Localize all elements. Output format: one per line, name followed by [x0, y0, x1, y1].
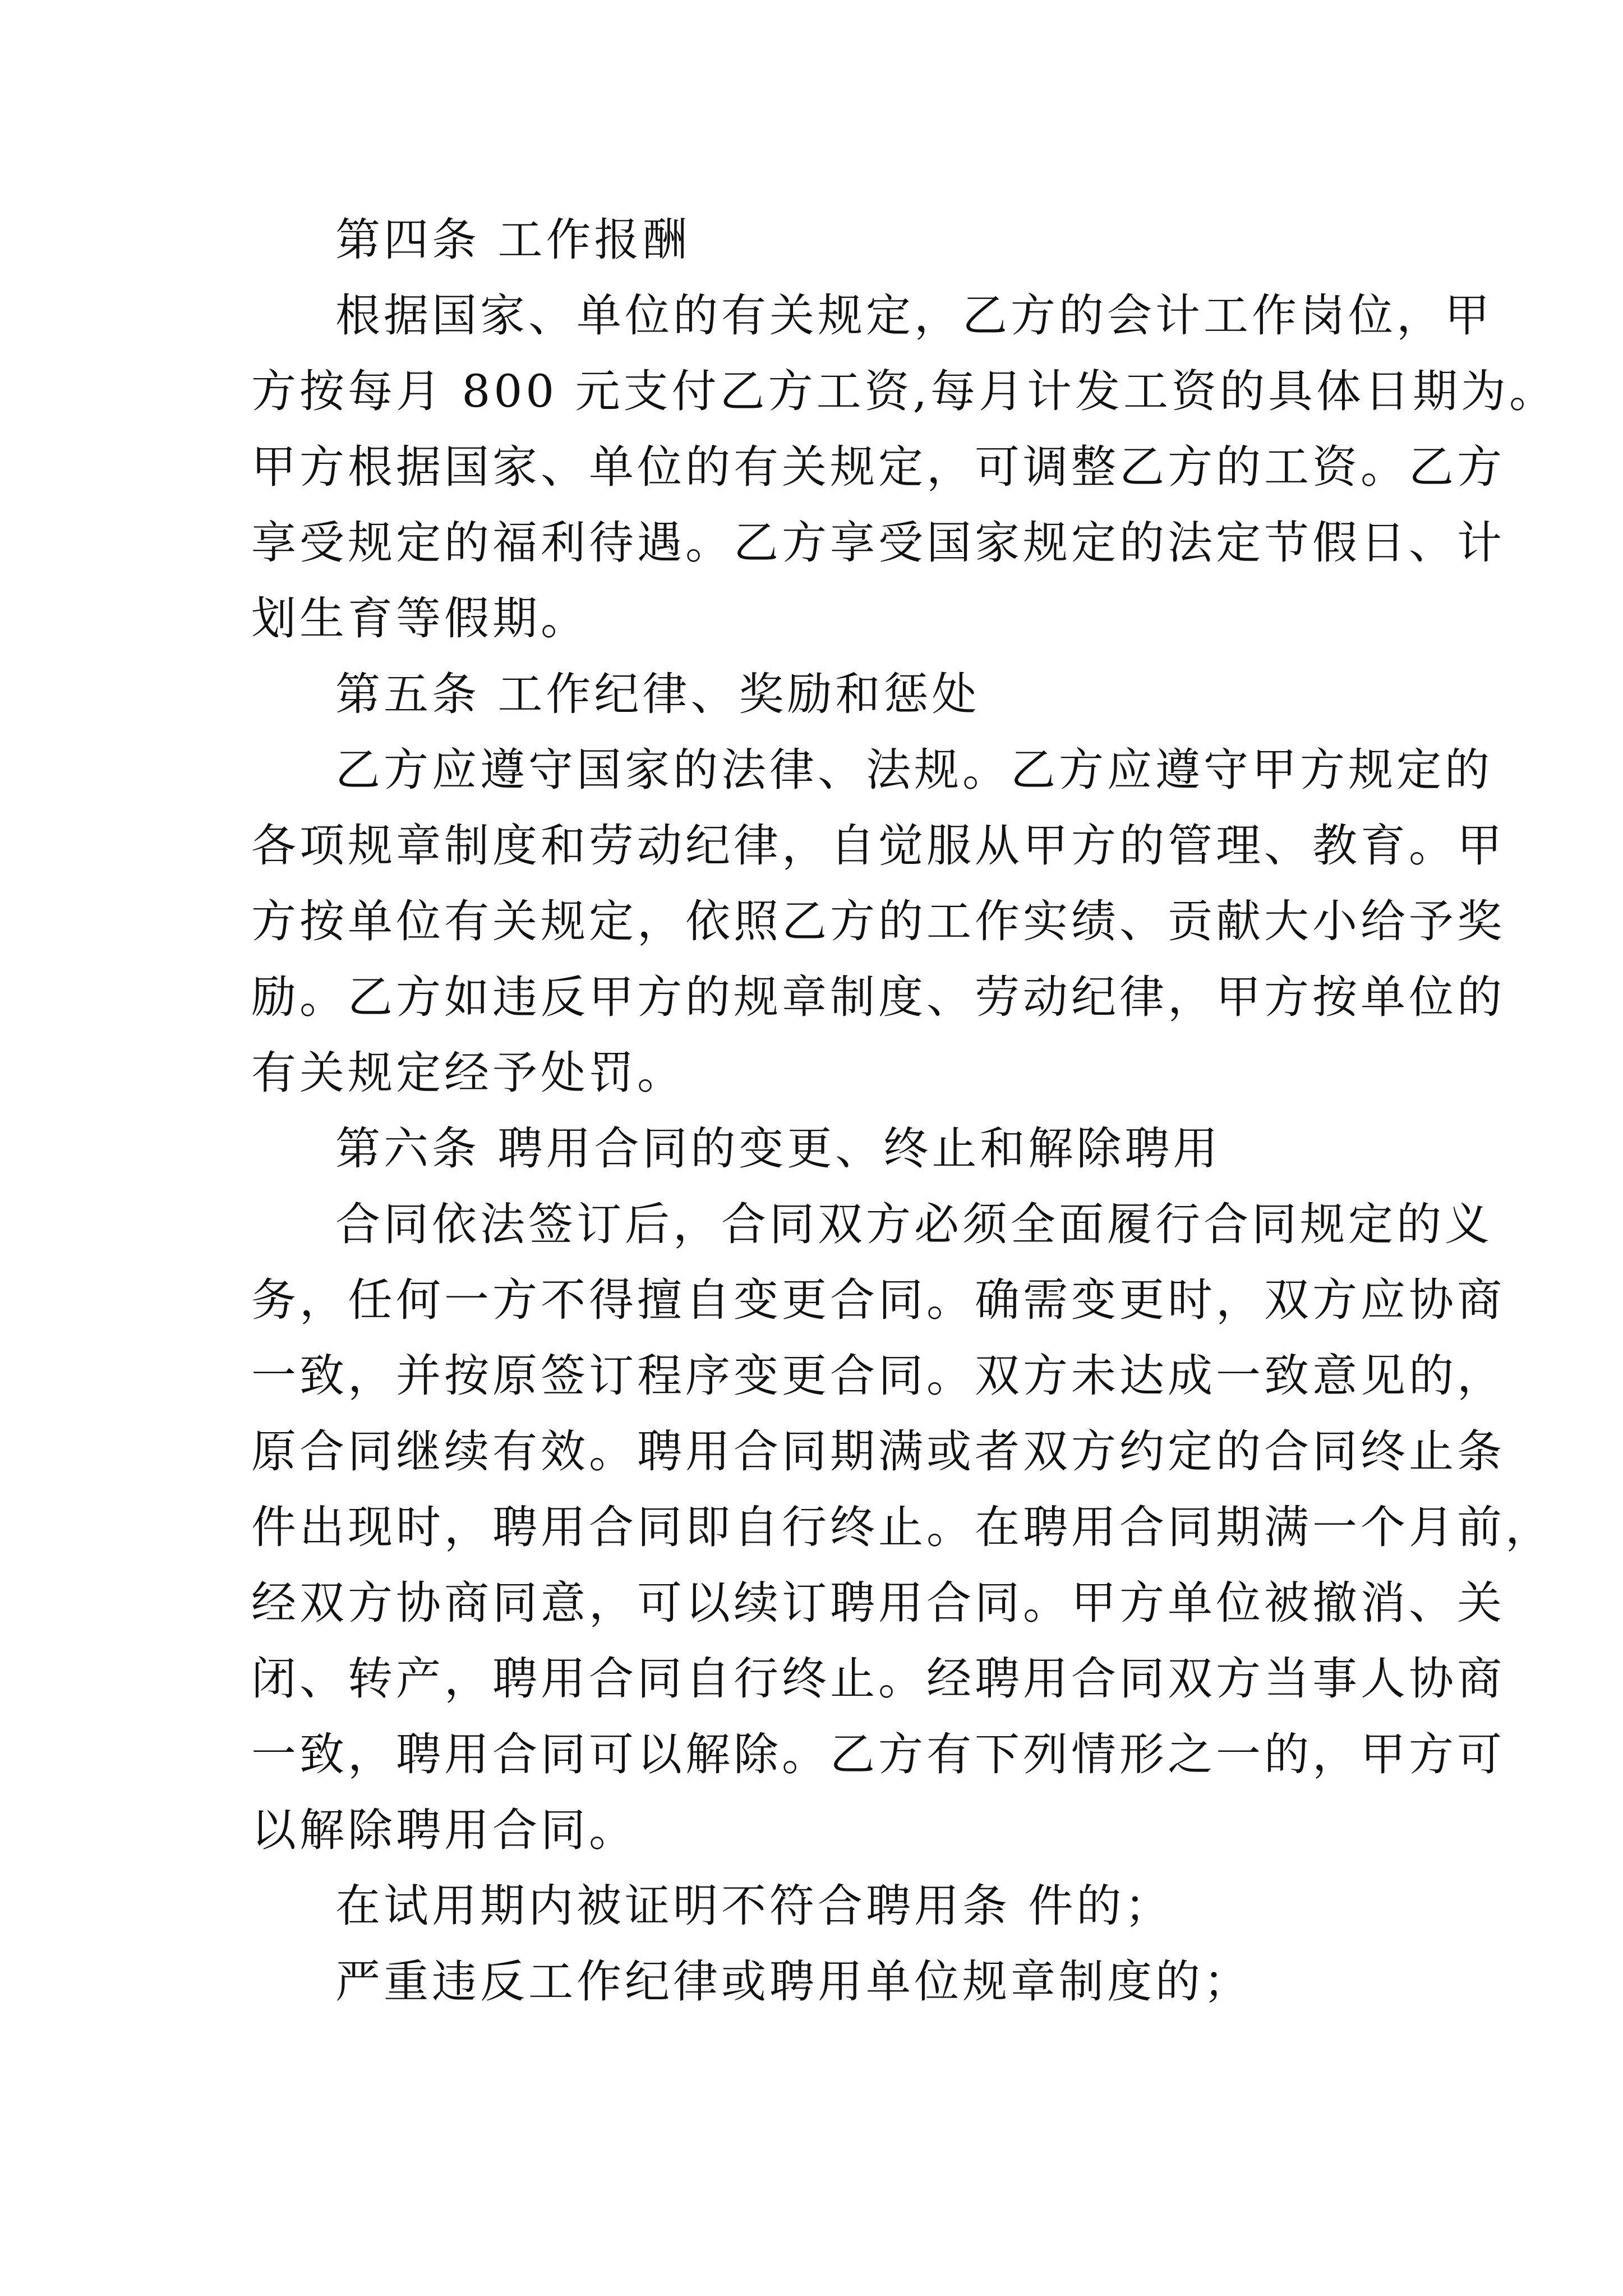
paragraph-line: 方按每月 800 元支付乙方工资,每月计发工资的具体日期为。 — [251, 365, 1557, 417]
paragraph-line: 一致，并按原签订程序变更合同。双方未达成一致意见的， — [251, 1350, 1505, 1402]
paragraph-line: 以解除聘用合同。 — [251, 1804, 637, 1856]
document-body — [251, 202, 1557, 2019]
paragraph-line: 励。乙方如违反甲方的规章制度、劳动纪律，甲方按单位的 — [251, 971, 1505, 1023]
paragraph-line: 划生育等假期。 — [251, 592, 589, 645]
paragraph-line: 经双方协商同意，可以续订聘用合同。甲方单位被撤消、关 — [251, 1577, 1505, 1629]
paragraph-line: 一致，聘用合同可以解除。乙方有下列情形之一的，甲方可 — [251, 1728, 1505, 1780]
paragraph-line: 甲方根据国家、单位的有关规定，可调整乙方的工资。乙方 — [251, 441, 1505, 493]
paragraph-line: 有关规定经予处罚。 — [251, 1047, 685, 1099]
paragraph-line: 方按单位有关规定，依照乙方的工作实绩、贡献大小给予奖 — [251, 895, 1505, 947]
paragraph-line: 闭、转产，聘用合同自行终止。经聘用合同双方当事人协商 — [251, 1653, 1505, 1705]
paragraph-line: 乙方应遵守国家的法律、法规。乙方应遵守甲方规定的 — [335, 744, 1493, 796]
paragraph-line: 各项规章制度和劳动纪律，自觉服从甲方的管理、教育。甲 — [251, 820, 1505, 872]
article-4-heading: 第四条 工作报酬 — [335, 214, 691, 266]
paragraph-line: 务，任何一方不得擅自变更合同。确需变更时，双方应协商 — [251, 1274, 1505, 1326]
paragraph-line: 件出现时，聘用合同即自行终止。在聘用合同期满一个月前， — [251, 1501, 1553, 1553]
paragraph-line: 合同依法签订后，合同双方必须全面履行合同规定的义 — [335, 1198, 1493, 1250]
article-5-heading: 第五条 工作纪律、奖励和惩处 — [335, 668, 980, 720]
paragraph-line: 根据国家、单位的有关规定，乙方的会计工作岗位，甲 — [335, 289, 1493, 342]
paragraph-line: 享受规定的福利待遇。乙方享受国家规定的法定节假日、计 — [251, 517, 1505, 569]
list-item: 在试用期内被证明不符合聘用条 件的； — [335, 1880, 1173, 1932]
article-6-heading: 第六条 聘用合同的变更、终止和解除聘用 — [335, 1122, 1221, 1175]
paragraph-line: 原合同继续有效。聘用合同期满或者双方约定的合同终止条 — [251, 1425, 1505, 1478]
list-item: 严重违反工作纪律或聘用单位规章制度的； — [335, 1955, 1252, 2008]
